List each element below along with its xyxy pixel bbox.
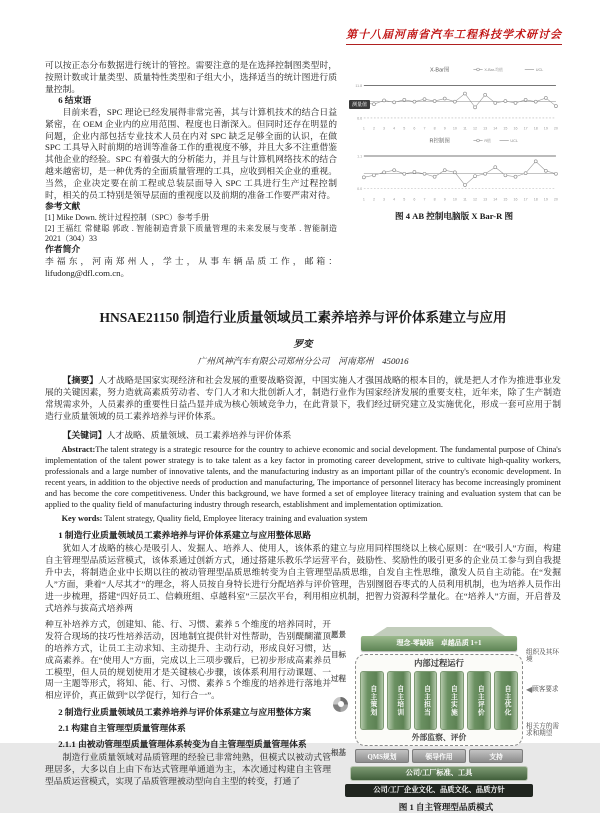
svg-text:R值: R值 [484,138,491,143]
pillar-self-implement: 自主实施 [440,671,464,730]
svg-text:16: 16 [513,126,518,131]
svg-text:X-Bar图: X-Bar图 [429,67,450,74]
section211-heading: 2.1.1 由被动管理型质量管理体系转变为自主管理型质量管理体系 [58,739,307,750]
svg-text:15: 15 [503,126,508,131]
pillar-self-optimize: 自主优化 [494,671,518,730]
references-heading: 参考文献 [45,201,81,212]
xbar-control-chart [347,64,561,135]
label-organization-env: 组织及其环境 [526,648,559,664]
abstract-en [45,445,561,511]
pillar-self-evaluation: 自主评价 [467,671,491,730]
label-stakeholder-needs: 相关方的需求和期望 [526,722,559,738]
section2-heading: 2 制造行业质量领域员工素养培养与评价体系建立与应用整体方案 [58,707,312,718]
svg-text:13: 13 [483,197,488,202]
figure1-grid [331,627,561,797]
left-arrow-icon: ◀ [526,684,533,694]
svg-text:9: 9 [443,197,446,202]
svg-text:R控制图: R控制图 [429,138,450,145]
svg-text:14: 14 [493,197,498,202]
svg-text:1: 1 [362,197,365,202]
customer-req-text: 顾客要求 [532,685,559,693]
label-process: 过程 [331,673,346,683]
svg-text:6.6: 6.6 [357,116,363,121]
keywords-en [45,514,561,525]
abstract-en-label: Abstract: [61,445,96,455]
figure4-xbar-r-charts [347,60,561,280]
abstract-zh [45,375,561,423]
svg-text:17: 17 [523,197,528,202]
svg-text:14: 14 [493,126,498,131]
svg-text:4: 4 [393,126,396,131]
label-foundation: 根基 [331,747,346,757]
internal-process-title: 内部过程运行 [414,658,464,668]
svg-text:1.1: 1.1 [357,154,363,159]
author-bio: 李福东，河南郑州人，学士，从事车辆品质工作，邮箱：lifudong@dfl.com.cn。 [45,256,337,278]
section1-paragraph-b: 种互补培养方式，创建知、能、行、习惯、素养 5 个维度的培养同时，开发符合现场的技巧性培养活动，因地制宜提供针对性帮助，告别醍醐灌顶的培养方式，让员工主动求知、主动提升、主动行动，形成良好习惯，达成高素养。在“使用人”方面，完成以上三项步骤后，已初步形成高素养员工模型，但人员的规划使用才是关键核心步骤，该体系利用行动课题、一周一主题等形式，将知、能、行、习惯、素养 5 个维度的培养进行落地并相应评价，真正做到“以学促行，知行合一”。 [45,618,331,701]
label-vision: 愿景 [331,629,346,639]
r-control-chart [347,135,561,206]
svg-text:X-Bar-均值: X-Bar-均值 [484,67,503,72]
svg-text:11: 11 [463,197,467,202]
label-target: 目标 [331,649,346,659]
keywords-zh [45,430,561,442]
svg-text:19: 19 [543,197,548,202]
svg-text:0.0: 0.0 [357,186,363,191]
svg-text:1: 1 [362,126,365,131]
bottom-section [45,617,561,813]
reference-item: [2] 王福红 常健聪 郭政 . 智能制造背景下质量管理的未来发展与变革 . 智能制造 2021（304）33 [45,223,337,243]
pillar-self-planning: 自主策划 [360,671,384,730]
measurement-badge: 测量值 [349,100,370,109]
reference-item: [1] Mike Down. 统计过程控制（SPC）参考手册 [45,213,210,223]
figure1-quality-model [331,617,561,813]
figure4-caption: 图 4 AB 控制电脑版 X Bar-R 图 [394,210,514,221]
keywords-en-text: Talent strategy, Quality field, Employee literacy training and evaluation system [104,514,368,524]
svg-text:3: 3 [383,126,386,131]
section1-heading: 1 制造行业质量领域员工素养培养与评价体系建立与应用整体思路 [58,530,312,540]
svg-text:UCL: UCL [510,138,519,143]
slogan-banner: 理念-零缺陷 卓越品质 1+1 [361,636,517,651]
internal-process-box [355,654,523,746]
svg-text:12: 12 [473,197,478,202]
section-heading-conclusion: 6 结束语 [58,95,92,106]
abstract-en-text: The talent strategy is a strategic resource for the country to achieve economic and social development. The fundamental purpose of China's implementation of the talent power strategy is to take talent as a key factor in promoting career development, strive to cultivate high-quality workers, professionals and a large number of innovative talents, and the manufacturing industry as an important pillar of the country's economic development. In recent years, in addition to the objective needs of production and manufacturing, The importance of personnel literacy has become increasingly prominent and has become the core competitiveness. Under this background, we have formed a set of employee literacy training and evaluation system that can be applied to the quality field of manufacturing industry through research, establishment and implementation optimization. [45,445,561,510]
keywords-text: 人才战略、质量领域、员工素养培养与评价体系 [106,430,292,441]
svg-text:18: 18 [533,197,538,202]
svg-text:19: 19 [543,126,548,131]
paper-author: 罗变 [293,339,313,350]
svg-text:16: 16 [513,197,518,202]
figure1-left-labels [331,627,355,797]
support-boxes-row [355,749,523,763]
paper-title-block [45,306,561,367]
svg-text:20: 20 [553,126,558,131]
svg-text:6: 6 [413,126,416,131]
body-text-column [45,617,331,813]
paragraph: 目前来看，SPC 理论已经发展得非常完善，其与计算机技术的结合日益紧密，在 OEM 企业内的应用范围、程度也日渐深入。但同时还存在明显的问题，企业内部包括专业技术人员在内对 SPC 缺乏足够全面的认识，在做 SPC 工具导入时前期的培训等准备工作的重视度不够，并且大多不注重借鉴其他企业的经验。SPC 有着强大的分析能力，并且与计算机网络技术的结合越来越密切，是一种优秀的全面质量管理的工具，应收到相关企业的重视。当然，企业决定要在前工程或总装层面导入 SPC 工具进行生产过程控制时，相关的员工特别是领导层面的重视度以及前期的准备工作要严肃对待。 [45,107,337,200]
roof-shape [373,627,505,636]
svg-text:5: 5 [403,126,406,131]
section1-paragraph-a: 犹如人才战略的核心是吸引人、发掘人、培养人、使用人，该体系的建立与应用同样围绕以上核心原则：在“吸引人”方面，构建自主管理型品质运营模式，该体系通过创新方式，通过搭建乐教乐学运营平台，鼓励性、奖励性的吸引更多的企业员工参与到自我提升中去，将制造企业中长期以往的被动管理型品质思维转变为自主管理型品质思维，自发自主性思维，激发人员自主动能。在“发掘人”方面，秉着“人尽其才”的理念，将人员按自身特长进行分配培养与评价管理，告别囫囵吞枣式的人员利用机制，也为培养人员作出进一步梳理，搭建“四好员工、信赖班组、卓越科室”三层次平台，利用相应机制，把智力资源科学量化。在“培养人”方面，开启普及式培养与拔高式培养两 [45,543,561,613]
previous-paper-column [45,60,337,280]
abstract-label: 【摘要】 [62,374,99,385]
qms-planning-box: QMS规划 [355,749,409,763]
keywords-label: 【关键词】 [62,430,107,441]
svg-text:4: 4 [393,197,396,202]
pillars-row [360,671,518,730]
abstract-text: 人才战略是国家实现经济和社会发展的重要战略资源，中国实施人才强国战略的根本目的，就是把人才作为推进事业发展的关键因素，努力造就高素质劳动者、专门人才和大批创新人才，制造行业作为国家经济发展的重要支柱，近年来，除了生产制造常规需求外，人员素养的重要性日益凸显并成为核心领域竞争力，在此背景下，我们经过研究建立及实施优化，形成一套可应用于制造行业质量领域的员工素养培养与评价体系。 [45,374,561,421]
figure1-caption: 图 1 自主管理型品质模式 [398,801,494,812]
svg-text:2: 2 [372,126,375,131]
paper-title: HNSAE21150 制造行业质量领域员工素养培养与评价体系建立与应用 [99,309,507,325]
svg-text:12: 12 [473,126,478,131]
top-section [45,60,561,280]
section211-paragraph: 制造行业质量领域对品质管理的经验已非常纯熟，但模式以被动式管理居多，大多以自上由下布达式管理单通道为主，本次通过构建自主管理型品质运营模式，实现了品质管理被动型向自主型的转变，打通了 [45,752,331,787]
leadership-box: 领导作用 [412,749,466,763]
svg-text:10: 10 [452,197,457,202]
paper-affiliation: 广州风神汽车有限公司郑州分公司 河南郑州 450016 [197,355,409,366]
conference-header: 第十八届河南省汽车工程科技学术研讨会 [346,26,562,45]
svg-text:20: 20 [553,197,558,202]
svg-text:11.8: 11.8 [355,83,363,88]
svg-text:11: 11 [463,126,467,131]
svg-text:15: 15 [503,197,508,202]
external-audit-label: 外部监察、评价 [411,732,467,742]
label-customer-req [526,685,560,694]
figure1-main-stack [355,627,523,797]
svg-text:7: 7 [423,197,426,202]
svg-text:7: 7 [423,126,426,131]
svg-text:8: 8 [433,126,436,131]
svg-text:18: 18 [533,126,538,131]
figure1-right-labels [523,627,561,797]
keywords-en-label: Key words: [61,514,103,524]
author-bio-heading: 作者简介 [45,244,81,255]
paragraph: 可以按正态分布数据进行统计的管控。需要注意的是在选择控制图类型时，按照计数或计量类型、质量特性类型和子组大小，选择适当的统计图进行质量控制。 [45,60,337,94]
culture-policy-bar: 公司/工厂企业文化、品质文化、品质方针 [345,784,533,797]
section21-heading: 2.1 构建自主管理型质量管理体系 [58,723,186,734]
page-content [45,60,561,813]
pillar-self-ownership: 自主担当 [414,671,438,730]
pillar-self-training: 自主培训 [387,671,411,730]
svg-text:3: 3 [383,197,386,202]
standards-tools-bar: 公司/工厂标准、工具 [350,766,528,781]
svg-text:6: 6 [413,197,416,202]
svg-text:5: 5 [403,197,406,202]
pdca-cycle-icon [333,697,348,712]
svg-text:2: 2 [372,197,375,202]
svg-text:8: 8 [433,197,436,202]
svg-text:9: 9 [443,126,446,131]
svg-text:10: 10 [452,126,457,131]
svg-text:UCL: UCL [535,67,544,72]
support-box: 支持 [469,749,523,763]
svg-text:17: 17 [523,126,528,131]
svg-text:13: 13 [483,126,488,131]
